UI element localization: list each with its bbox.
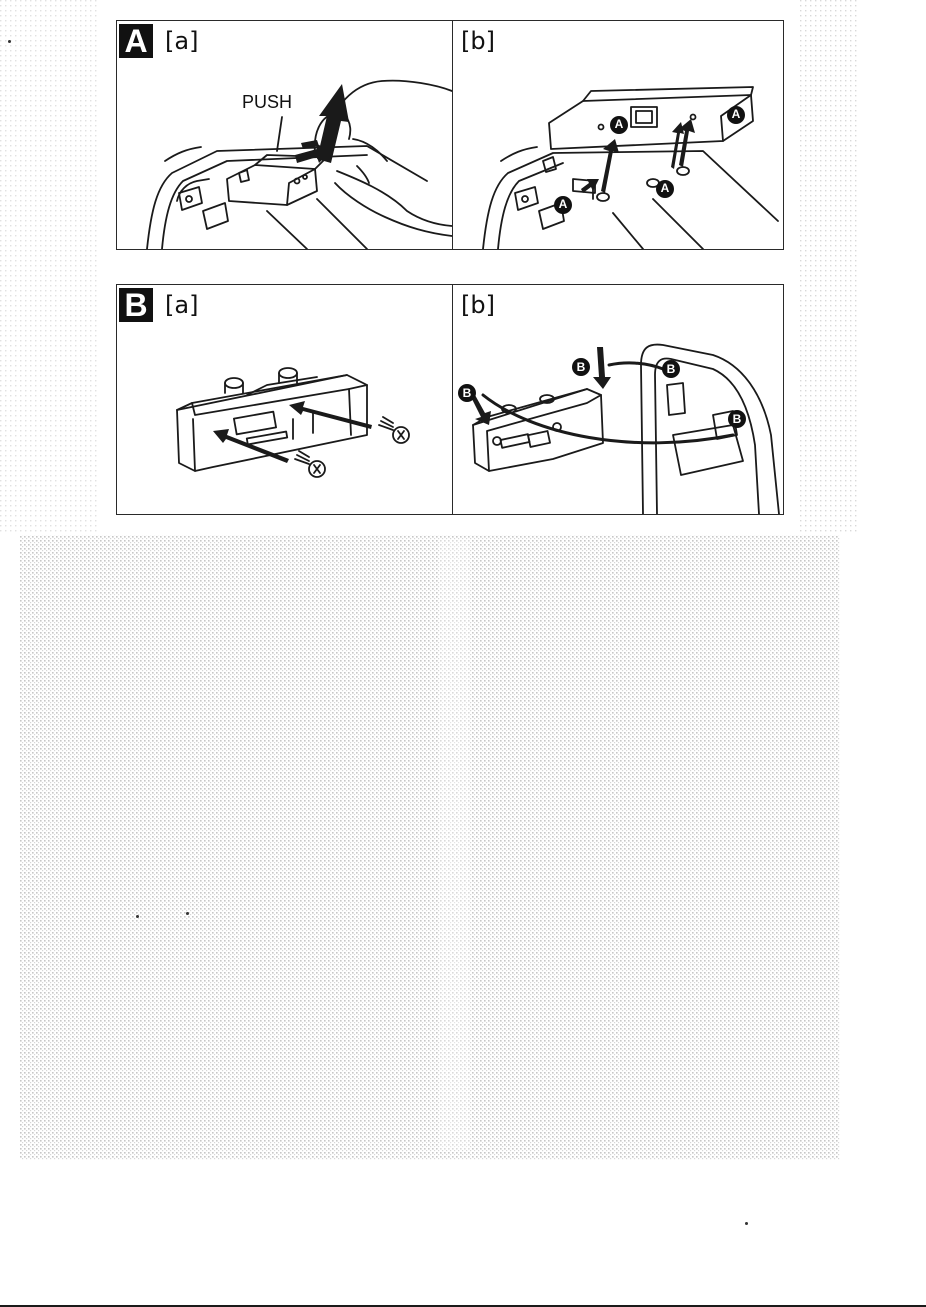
marker-a-2: A [731, 107, 741, 121]
marker-a-1: A [614, 117, 624, 131]
section-b-badge: B [119, 288, 153, 322]
marker-b-4: B [732, 412, 742, 426]
figure-a-panel-b-label: [b] [461, 27, 495, 55]
marker-b-3: B [666, 362, 676, 376]
push-label: PUSH [242, 92, 293, 112]
figure-a-panel-a-illustration [117, 21, 452, 249]
figure-b-panel-b-illustration [453, 285, 783, 514]
figure-b-panel-b-label: [b] [461, 291, 495, 319]
scan-speck [8, 40, 11, 43]
marker-b-1: B [576, 360, 586, 374]
scan-speck [745, 1222, 748, 1225]
marker-b-2: B [462, 386, 472, 400]
figure-b-panel-a-illustration [117, 285, 452, 514]
figure-b-panel-a-label: [a] [165, 291, 199, 319]
figure-a-panel-a-label: [a] [165, 27, 199, 55]
marker-a-4: A [558, 197, 568, 211]
marker-a-3: A [660, 181, 670, 195]
scan-speck [136, 915, 139, 918]
section-a-badge: A [119, 24, 153, 58]
figure-a [116, 20, 784, 250]
figure-a-panel-b-illustration [453, 21, 783, 249]
figure-b [116, 284, 784, 515]
scan-speck [186, 912, 189, 915]
